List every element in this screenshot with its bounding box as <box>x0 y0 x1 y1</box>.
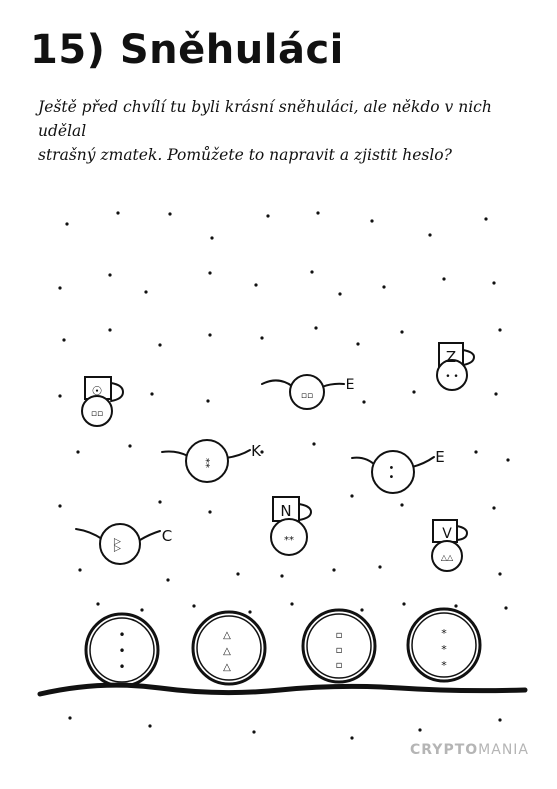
snowflake-dot <box>498 718 501 721</box>
hand-letter: E <box>435 448 445 466</box>
snowflake-dot <box>140 608 143 611</box>
snowflake-dot <box>504 606 507 609</box>
body-button: ▫ <box>335 630 343 641</box>
snowflake-dot <box>474 450 477 453</box>
hat-symbol: ☉ <box>91 384 103 398</box>
snowflake-dot <box>148 724 151 727</box>
snowflake-dot <box>290 602 293 605</box>
snowflake-dot <box>312 442 315 445</box>
snowflake-dot <box>208 333 211 336</box>
snowflake-dot <box>412 390 415 393</box>
snowflake-dot <box>58 504 61 507</box>
hat-letter: V <box>442 526 452 542</box>
hat-letter: Z <box>445 348 457 366</box>
snowflake-dot <box>400 503 403 506</box>
snowman-bodies <box>86 609 480 686</box>
snowflake-dot <box>314 326 317 329</box>
snowflake-dot <box>506 458 509 461</box>
snowflake-dot <box>484 217 487 220</box>
face-symbols: ▫▫ <box>300 391 314 401</box>
snowflake-dot <box>442 277 445 280</box>
snowflake-dot <box>498 572 501 575</box>
face-symbols: △△ <box>440 553 454 562</box>
snowman-head-1 <box>82 377 123 426</box>
hand-letter: E <box>345 377 355 393</box>
face-symbols: ▫▫ <box>90 409 104 419</box>
snowflake-dot <box>350 494 353 497</box>
snowflake-dot <box>350 736 353 739</box>
loose-heads <box>76 343 474 571</box>
ground-line <box>40 685 525 694</box>
snowflake-dot <box>454 604 457 607</box>
body-button: * <box>441 643 447 656</box>
snowflake-dot <box>78 568 81 571</box>
snowflake-dot <box>76 450 79 453</box>
snowflake-dot <box>108 328 111 331</box>
snowflake-dot <box>58 394 61 397</box>
hat-letter: N <box>280 502 292 520</box>
snowflake-dot <box>62 338 65 341</box>
body-button: • <box>118 644 126 658</box>
snowflake-dot <box>158 343 161 346</box>
body-button: * <box>441 659 447 672</box>
snowflake-dot <box>158 500 161 503</box>
snowflake-dot <box>206 399 209 402</box>
snowflake-dot <box>356 342 359 345</box>
snowflake-dot <box>428 233 431 236</box>
snowflake-dot <box>492 281 495 284</box>
snowflake-dot <box>378 565 381 568</box>
snowflake-dot <box>192 604 195 607</box>
snowflake-dot <box>96 602 99 605</box>
snowflake-dot <box>310 270 313 273</box>
hand-letter: C <box>161 527 173 545</box>
snowflake-dot <box>58 286 61 289</box>
snowflake-dot <box>266 214 269 217</box>
snowman-head-2 <box>262 375 354 409</box>
snowflake-dot <box>144 290 147 293</box>
snowman-body-4 <box>408 609 480 681</box>
face-symbols: • • <box>445 372 459 382</box>
snowflake-dot <box>260 336 263 339</box>
snowflake-dot <box>498 328 501 331</box>
snowflake-dot <box>208 271 211 274</box>
body-button: ▫ <box>335 660 343 671</box>
snowflake-dot <box>362 400 365 403</box>
snowflake-dot <box>210 236 213 239</box>
snowflake-dot <box>68 716 71 719</box>
snowflake-dot <box>280 574 283 577</box>
cryptomania-logo: CRYPTOMANIA <box>410 742 529 758</box>
snowflake-dot <box>248 610 251 613</box>
snowflake-dot <box>108 273 111 276</box>
snowflake-dot <box>150 392 153 395</box>
face-symbols: • • <box>385 464 396 480</box>
snowflake-dot <box>166 578 169 581</box>
snowman-head-4 <box>162 440 262 482</box>
face-symbols: △△ <box>112 538 122 552</box>
snowflake-dot <box>402 602 405 605</box>
snowflake-dot <box>494 392 497 395</box>
body-button: • <box>118 628 126 642</box>
body-button: △ <box>223 662 231 673</box>
body-button: △ <box>223 630 231 641</box>
snowflake-dot <box>236 572 239 575</box>
hand-letter: K <box>251 442 261 460</box>
snowflake-dot <box>382 285 385 288</box>
snowman-body-2 <box>193 612 265 684</box>
body-button: * <box>441 627 447 640</box>
body-button: ▫ <box>335 645 343 656</box>
snowflake-dot <box>168 212 171 215</box>
intro-line-2: strašný zmatek. Pomůžete to napravit a zjistit heslo? <box>38 146 452 164</box>
snowflake-dot <box>128 444 131 447</box>
snowflake-dot <box>492 506 495 509</box>
snowflake-dot <box>360 608 363 611</box>
snowflake-dot <box>338 292 341 295</box>
snowflake-dot <box>65 222 68 225</box>
snowman-head-6 <box>271 497 311 555</box>
snowflake-dot <box>116 211 119 214</box>
face-symbols: ** <box>284 535 294 546</box>
snowman-head-5 <box>352 448 445 493</box>
body-button: • <box>118 660 126 674</box>
page-title: 15) Sněhuláci <box>30 27 344 73</box>
snowman-body-1 <box>86 614 158 686</box>
snowflake-dot <box>254 283 257 286</box>
snowflake-dot <box>208 510 211 513</box>
snowman-body-3 <box>303 610 375 682</box>
snowflake-dot <box>400 330 403 333</box>
snowman-head-8 <box>432 520 467 571</box>
snowman-head-3 <box>437 343 474 390</box>
snowflake-dot <box>252 730 255 733</box>
snowflake-dot <box>418 728 421 731</box>
snowflake-dot <box>332 568 335 571</box>
snowflake-dot <box>370 219 373 222</box>
intro-line-1: Ještě před chvílí tu byli krásní sněhuláci, ale někdo v nich udělal <box>38 98 492 140</box>
snowman-head-7 <box>76 524 172 564</box>
face-symbols: ** <box>200 458 211 468</box>
snowflake-dot <box>316 211 319 214</box>
body-button: △ <box>223 646 231 657</box>
